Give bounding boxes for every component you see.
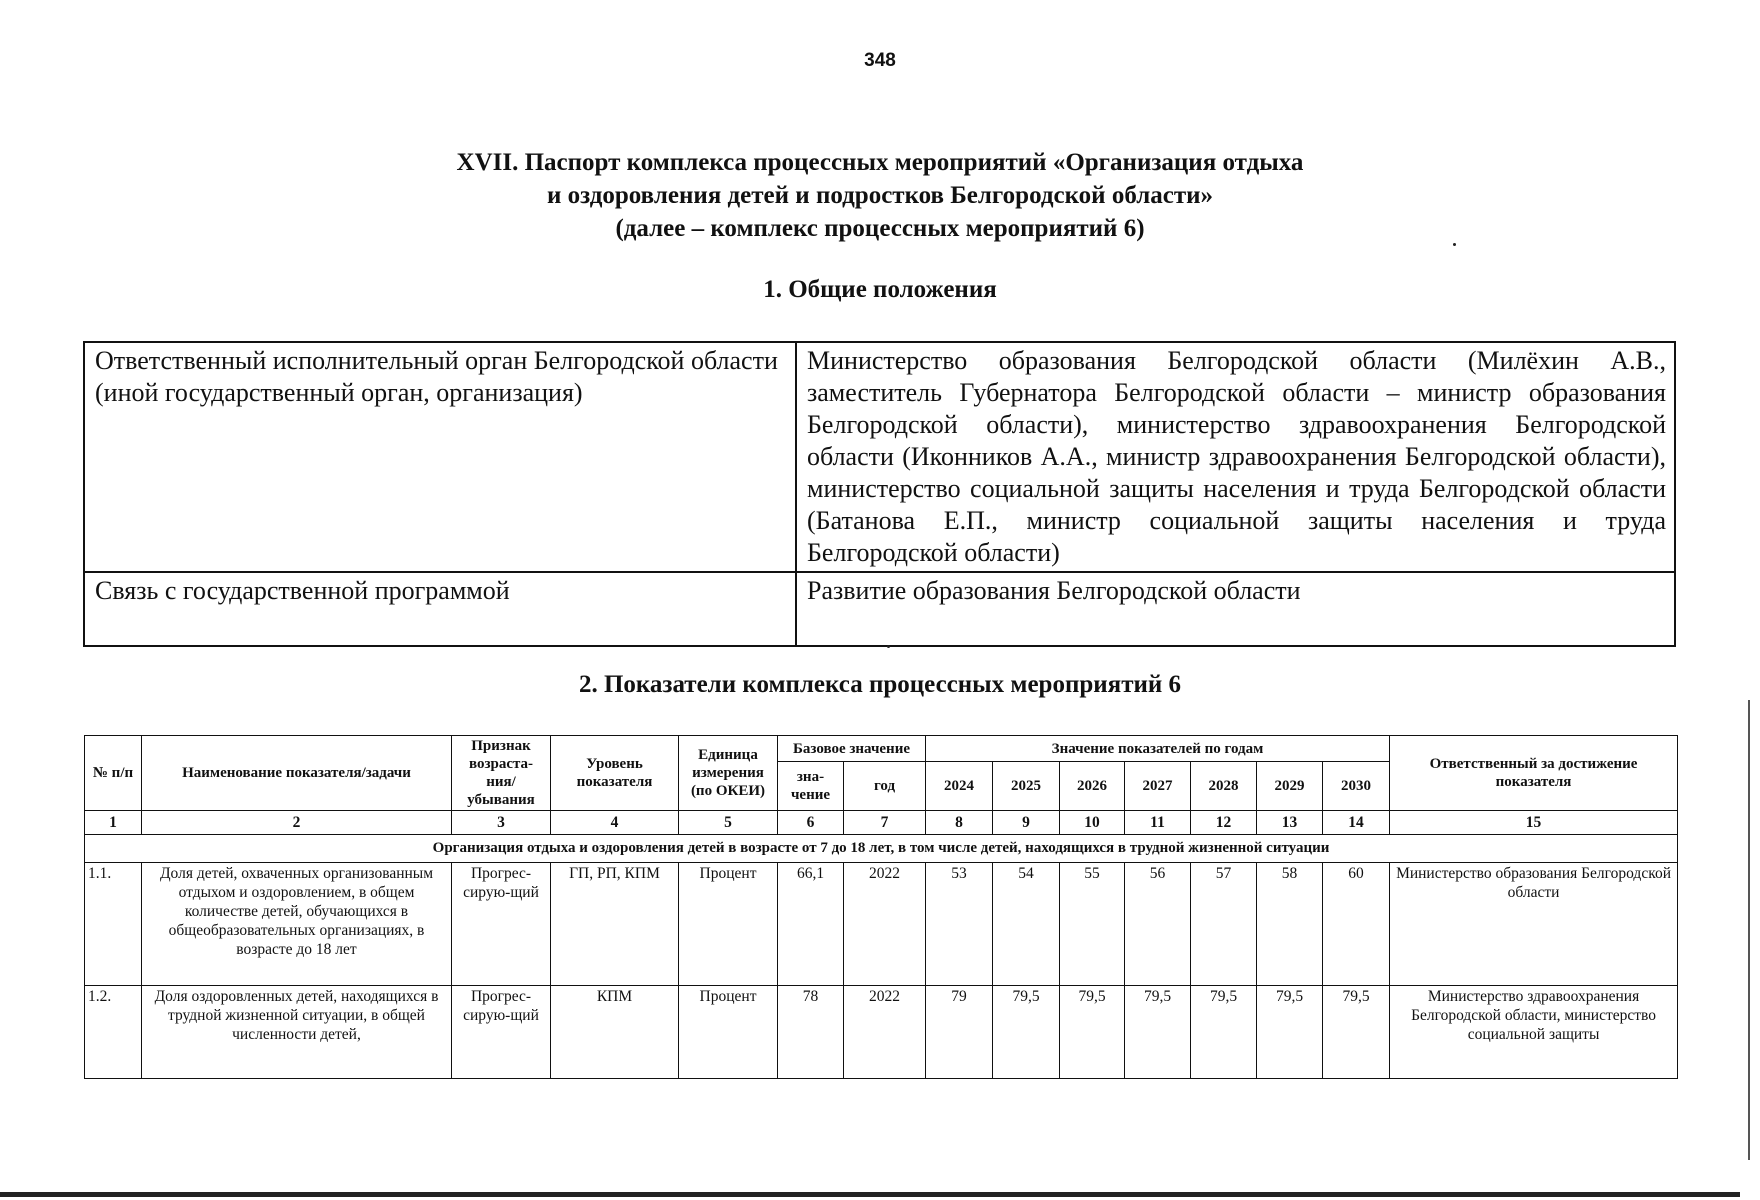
- indicator-unit: Процент: [679, 863, 778, 986]
- column-number: 12: [1191, 811, 1257, 835]
- general-provisions-table: [83, 341, 1676, 647]
- year-value: 79,5: [1323, 986, 1390, 1079]
- column-number: 11: [1125, 811, 1191, 835]
- col-year-header: 2027: [1125, 762, 1191, 811]
- year-value: 79,5: [1060, 986, 1125, 1079]
- col-year-header: 2030: [1323, 762, 1390, 811]
- year-value: 55: [1060, 863, 1125, 986]
- scan-speck: [1453, 243, 1456, 246]
- scan-bottom-edge: [0, 1192, 1740, 1197]
- year-value: 79,5: [1125, 986, 1191, 1079]
- column-number: 5: [679, 811, 778, 835]
- scan-right-edge: [1748, 700, 1750, 1160]
- section-heading-general: 1. Общие положения: [763, 276, 997, 303]
- year-value: 53: [926, 863, 993, 986]
- year-value: 79: [926, 986, 993, 1079]
- table-row: [84, 572, 1675, 646]
- indicator-sign: Прогрес-сирую-щий: [452, 986, 551, 1079]
- col-year-header: 2024: [926, 762, 993, 811]
- column-number: 3: [452, 811, 551, 835]
- col-base-header: Базовое значение: [778, 736, 926, 762]
- indicator-level: ГП, РП, КПМ: [551, 863, 679, 986]
- column-number: 10: [1060, 811, 1125, 835]
- section-heading-indicators: 2. Показатели комплекса процессных мероприятий 6: [578, 671, 1182, 698]
- col-responsible-header: Ответственный за достижение показателя: [1390, 736, 1678, 811]
- base-year: 2022: [844, 986, 926, 1079]
- title-line-1: XVII. Паспорт комплекса процессных мероприятий «Организация отдыха: [456, 149, 1304, 176]
- column-number: 4: [551, 811, 679, 835]
- scan-speck: [887, 645, 890, 648]
- col-year-header: 2025: [993, 762, 1060, 811]
- year-value: 79,5: [993, 986, 1060, 1079]
- year-value: 56: [1125, 863, 1191, 986]
- col-year-header: 2028: [1191, 762, 1257, 811]
- col-years-group-header: Значение показателей по годам: [926, 736, 1390, 762]
- row-number: 1.1.: [85, 863, 142, 986]
- title-line-3: (далее – комплекс процессных мероприятий 6): [615, 215, 1145, 242]
- col-name-header: Наименование показателя/задачи: [142, 736, 452, 811]
- col-unit-header: Единица измерения (по ОКЕИ): [679, 736, 778, 811]
- col-sign-header: Признак возраста-ния/ убывания: [452, 736, 551, 811]
- column-number: 8: [926, 811, 993, 835]
- year-value: 58: [1257, 863, 1323, 986]
- indicator-level: КПМ: [551, 986, 679, 1079]
- base-year: 2022: [844, 863, 926, 986]
- responsible-body-label: Ответственный исполнительный орган Белгородской области (иной государственный орган, организация): [84, 342, 796, 572]
- program-link-label: Связь с государственной программой: [84, 572, 796, 646]
- table-row: [84, 342, 1675, 572]
- row-number: 1.2.: [85, 986, 142, 1079]
- base-value: 66,1: [778, 863, 844, 986]
- indicator-responsible: Министерство образования Белгородской области: [1390, 863, 1678, 986]
- task-section-title: Организация отдыха и оздоровления детей в возрасте от 7 до 18 лет, в том числе детей, находящихся в трудной жизненной ситуации: [85, 835, 1678, 863]
- column-number: 14: [1323, 811, 1390, 835]
- base-value: 78: [778, 986, 844, 1079]
- column-number: 15: [1390, 811, 1678, 835]
- column-number: 2: [142, 811, 452, 835]
- col-level-header: Уровень показателя: [551, 736, 679, 811]
- header-row: [85, 736, 1678, 762]
- program-link-value: Развитие образования Белгородской области: [796, 572, 1675, 646]
- indicator-responsible: Министерство здравоохранения Белгородской области, министерство социальной защиты: [1390, 986, 1678, 1079]
- year-value: 79,5: [1257, 986, 1323, 1079]
- indicator-name: Доля оздоровленных детей, находящихся в трудной жизненной ситуации, в общей численности детей,: [142, 986, 452, 1079]
- column-number: 6: [778, 811, 844, 835]
- page-number: 348: [864, 50, 896, 71]
- col-num-header: № п/п: [85, 736, 142, 811]
- column-number: 9: [993, 811, 1060, 835]
- indicator-name: Доля детей, охваченных организованным отдыхом и оздоровлением, в общем количестве детей, обучающихся в общеобразовательных организациях, в возрасте до 18 лет: [142, 863, 452, 986]
- table-row: [85, 986, 1678, 1079]
- column-number-row: [85, 811, 1678, 835]
- table-row: [85, 863, 1678, 986]
- indicators-table: [84, 735, 1678, 1079]
- year-value: 79,5: [1191, 986, 1257, 1079]
- column-number: 7: [844, 811, 926, 835]
- year-value: 60: [1323, 863, 1390, 986]
- responsible-body-value: Министерство образования Белгородской области (Милёхин А.В., заместитель Губернатора Белгородской области – министр образования Белгородской области), министерство здравоохранения Белгородской области (Иконников А.А., министр здравоохранения Белгородской области), министерство социальной защиты населения и труда Белгородской области (Батанова Е.П., министр социальной защиты населения и труда Белгородской области): [796, 342, 1675, 572]
- year-value: 54: [993, 863, 1060, 986]
- col-year-header: 2026: [1060, 762, 1125, 811]
- indicator-unit: Процент: [679, 986, 778, 1079]
- year-value: 57: [1191, 863, 1257, 986]
- col-year-header: 2029: [1257, 762, 1323, 811]
- col-base-value-header: зна-чение: [778, 762, 844, 811]
- col-base-year-header: год: [844, 762, 926, 811]
- title-line-2: и оздоровления детей и подростков Белгородской области»: [546, 182, 1213, 209]
- document-title: [0, 146, 1760, 245]
- task-section-row: [85, 835, 1678, 863]
- column-number: 13: [1257, 811, 1323, 835]
- column-number: 1: [85, 811, 142, 835]
- indicator-sign: Прогрес-сирую-щий: [452, 863, 551, 986]
